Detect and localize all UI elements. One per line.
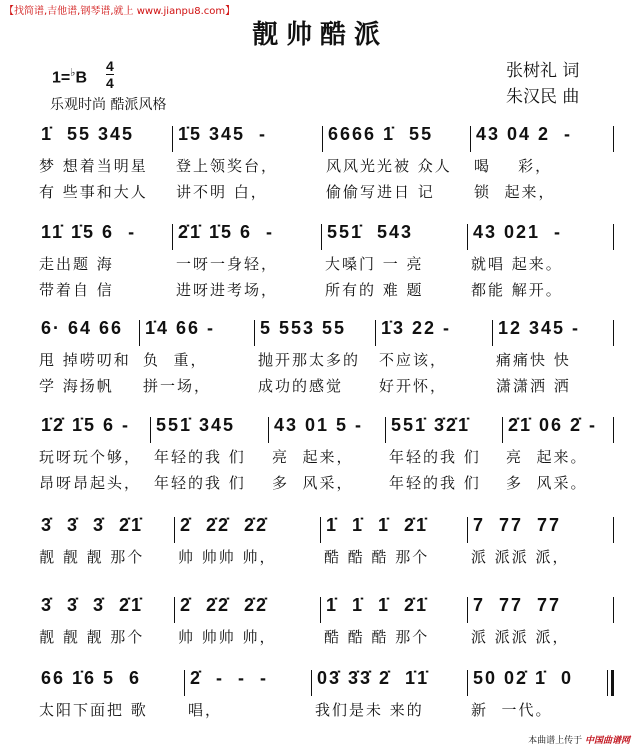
lyric-verse-1: 走出题 海 [39, 255, 114, 273]
notes: 2̇ - - - [190, 668, 268, 688]
barline [613, 597, 614, 623]
lyric-verse-1: 帅 帅帅 帅， [178, 548, 277, 566]
lyric-verse-1: 痛痛快 快 [496, 351, 571, 369]
measure [467, 515, 613, 575]
system-5 [35, 515, 615, 575]
lyric-verse-1: 梦 想着当明星 [39, 157, 148, 175]
barline [613, 417, 614, 443]
lyric-verse-1: 喝 彩， [474, 157, 553, 175]
barline [613, 320, 614, 346]
system-1 [35, 124, 615, 209]
barline [492, 320, 493, 346]
barline [613, 224, 614, 250]
measure [470, 124, 613, 209]
barline [502, 417, 503, 443]
lyric-verse-2: 锁 起来， [474, 183, 556, 201]
system-6 [35, 595, 615, 655]
time-signature [106, 58, 114, 91]
barline [320, 517, 321, 543]
barline [467, 670, 468, 696]
barline [467, 224, 468, 250]
notes: 551̇ 3̇2̇1̇ [391, 415, 471, 435]
measure [467, 222, 613, 307]
measure [184, 668, 311, 728]
lyric-verse-1: 一呀一身轻， [176, 255, 279, 273]
measure [375, 318, 492, 403]
flat-sign: ♭ [70, 67, 76, 79]
barline [150, 417, 151, 443]
measure [150, 415, 268, 500]
lyric-verse-1: 新 一代。 [471, 701, 553, 719]
notes: 551̇ 345 [156, 415, 236, 435]
lyric-verse-1: 帅 帅帅 帅， [178, 628, 277, 646]
lyric-verse-1: 靓 靓 靓 那个 [39, 548, 145, 566]
notes: 5 553 55 [260, 318, 347, 338]
notes: 1̇ 55 345 [41, 124, 135, 144]
lyric-verse-1: 负 重， [143, 351, 208, 369]
key-prefix: 1= [52, 69, 71, 87]
notes: 7 77 77 [473, 595, 562, 615]
notes: 6666 1̇ 55 [328, 124, 434, 144]
system-4 [35, 415, 615, 500]
barline [322, 126, 323, 152]
measure [321, 222, 467, 307]
measure [467, 595, 613, 655]
system-3 [35, 318, 615, 403]
lyric-verse-1: 太阳下面把 歌 [39, 701, 148, 719]
measure [35, 318, 139, 403]
notes: 6· 64 66 [41, 318, 124, 338]
lyric-verse-2: 好开怀， [379, 377, 448, 395]
measure [35, 595, 174, 655]
notes: 1̇ 1̇ 1̇ 2̇1̇ [326, 515, 429, 535]
barline [467, 597, 468, 623]
lyric-verse-2: 拼一场， [143, 377, 212, 395]
notes: 2̇ 2̇2̇ 2̇2̇ [180, 595, 269, 615]
notes: 3̇ 3̇ 3̇ 2̇1̇ [41, 595, 144, 615]
notes: 1̇5 345 - [178, 124, 268, 144]
lyric-verse-1: 玩呀玩个够， [39, 448, 142, 466]
notes: 7 77 77 [473, 515, 562, 535]
barline [184, 670, 185, 696]
lyric-verse-2: 带着自 信 [39, 281, 114, 299]
lyric-verse-2: 多 风采， [272, 474, 354, 492]
lyric-verse-2: 有 些事和大人 [39, 183, 148, 201]
lyric-verse-2: 偷偷写进日 记 [326, 183, 435, 201]
lyric-verse-1: 酷 酷 酷 那个 [324, 548, 430, 566]
notes: 1̇4 66 - [145, 318, 216, 338]
barline [174, 597, 175, 623]
key-note: B [75, 69, 88, 87]
notes: 43 04 2 - [476, 124, 573, 144]
measure [492, 318, 613, 403]
measure [35, 515, 174, 575]
measure [172, 222, 321, 307]
barline [385, 417, 386, 443]
barline [613, 126, 614, 152]
measure [174, 515, 320, 575]
key-signature [52, 66, 87, 87]
site-banner-link[interactable]: 【找简谱,吉他谱,钢琴谱,就上 www.jianpu8.com】 [4, 6, 236, 17]
measure [254, 318, 375, 403]
notes: 12 345 - [498, 318, 581, 338]
notes: 66 1̇6 5 6 [41, 668, 142, 688]
meter-top: 4 [106, 58, 114, 74]
lyric-verse-1: 唱， [188, 701, 223, 719]
lyric-verse-2: 进呀进考场， [176, 281, 279, 299]
barline [172, 224, 173, 250]
lyric-verse-1: 就唱 起来。 [471, 255, 563, 273]
measure [35, 124, 172, 209]
footer [528, 733, 630, 746]
lyric-verse-1: 抛开那太多的 [258, 351, 361, 369]
lyric-verse-1: 年轻的我 们 [389, 448, 481, 466]
barline [311, 670, 312, 696]
lyric-verse-1: 酷 酷 酷 那个 [324, 628, 430, 646]
notes: 03̇ 3̇3̇ 2̇ 1̇1̇ [317, 668, 430, 688]
system-7 [35, 668, 615, 728]
lyric-verse-1: 靓 靓 靓 那个 [39, 628, 145, 646]
credits [506, 58, 579, 110]
notes: 1̇2̇ 1̇5 6 - [41, 415, 131, 435]
barline [139, 320, 140, 346]
measure [320, 515, 467, 575]
barline [375, 320, 376, 346]
notes: 1̇3 22 - [381, 318, 452, 338]
barline [467, 517, 468, 543]
notes: 50 02̇ 1̇ 0 [473, 668, 574, 688]
style-marking: 乐观时尚 酷派风格 [50, 97, 167, 113]
barline [613, 517, 614, 543]
measure [174, 595, 320, 655]
site-logo: 中国曲谱网 [584, 736, 630, 746]
lyric-verse-1: 派 派派 派， [471, 628, 570, 646]
notes: 3̇ 3̇ 3̇ 2̇1̇ [41, 515, 144, 535]
measure [322, 124, 470, 209]
meter-bottom: 4 [106, 75, 114, 91]
lyric-verse-2: 所有的 难 题 [325, 281, 424, 299]
notes: 1̇ 1̇ 1̇ 2̇1̇ [326, 595, 429, 615]
measure [268, 415, 385, 500]
notes: 551̇ 543 [327, 222, 414, 242]
lyric-verse-2: 潇潇洒 洒 [496, 377, 571, 395]
lyric-verse-1: 风风光光被 众人 [326, 157, 452, 175]
measure [172, 124, 322, 209]
measure [35, 222, 172, 307]
system-2 [35, 222, 615, 307]
lyric-verse-1: 甩 掉唠叨和 [39, 351, 131, 369]
barline [254, 320, 255, 346]
measure [311, 668, 467, 728]
lyric-verse-1: 派 派派 派， [471, 548, 570, 566]
barline [172, 126, 173, 152]
lyric-verse-2: 成功的感觉 [258, 377, 344, 395]
measure [385, 415, 502, 500]
footer-text: 本曲谱上传于 [528, 736, 583, 746]
notes: 43 021 - [473, 222, 563, 242]
barline [320, 597, 321, 623]
barline [321, 224, 322, 250]
composer: 朱汉民 曲 [506, 87, 580, 107]
lyricist: 张树礼 词 [506, 61, 580, 81]
measure [320, 595, 467, 655]
barline [174, 517, 175, 543]
lyric-verse-2: 学 海扬帆 [39, 377, 114, 395]
song-title: 靓帅酷派 [251, 20, 388, 50]
measure [502, 415, 613, 500]
lyric-verse-1: 不应该， [379, 351, 448, 369]
notes: 11̇ 1̇5 6 - [41, 222, 137, 242]
lyric-verse-2: 昂呀昂起头， [39, 474, 142, 492]
final-barline [607, 670, 614, 696]
lyric-verse-2: 讲不明 白， [176, 183, 268, 201]
lyric-verse-1: 亮 起来。 [506, 448, 588, 466]
notes: 2̇1̇ 1̇5 6 - [178, 222, 275, 242]
lyric-verse-2: 年轻的我 们 [389, 474, 481, 492]
barline [268, 417, 269, 443]
lyric-verse-1: 年轻的我 们 [154, 448, 246, 466]
notes: 2̇1̇ 06 2̇ - [508, 415, 598, 435]
lyric-verse-2: 年轻的我 们 [154, 474, 246, 492]
measure [139, 318, 254, 403]
lyric-verse-1: 登上领奖台， [176, 157, 279, 175]
measure [35, 415, 150, 500]
notes: 43 01 5 - [274, 415, 364, 435]
lyric-verse-1: 我们是未 来的 [315, 701, 424, 719]
barline [470, 126, 471, 152]
notes: 2̇ 2̇2̇ 2̇2̇ [180, 515, 269, 535]
lyric-verse-2: 多 风采。 [506, 474, 588, 492]
measure [35, 668, 184, 728]
lyric-verse-1: 亮 起来， [272, 448, 354, 466]
lyric-verse-1: 大嗓门 一 亮 [325, 255, 424, 273]
measure [467, 668, 607, 728]
lyric-verse-2: 都能 解开。 [471, 281, 563, 299]
